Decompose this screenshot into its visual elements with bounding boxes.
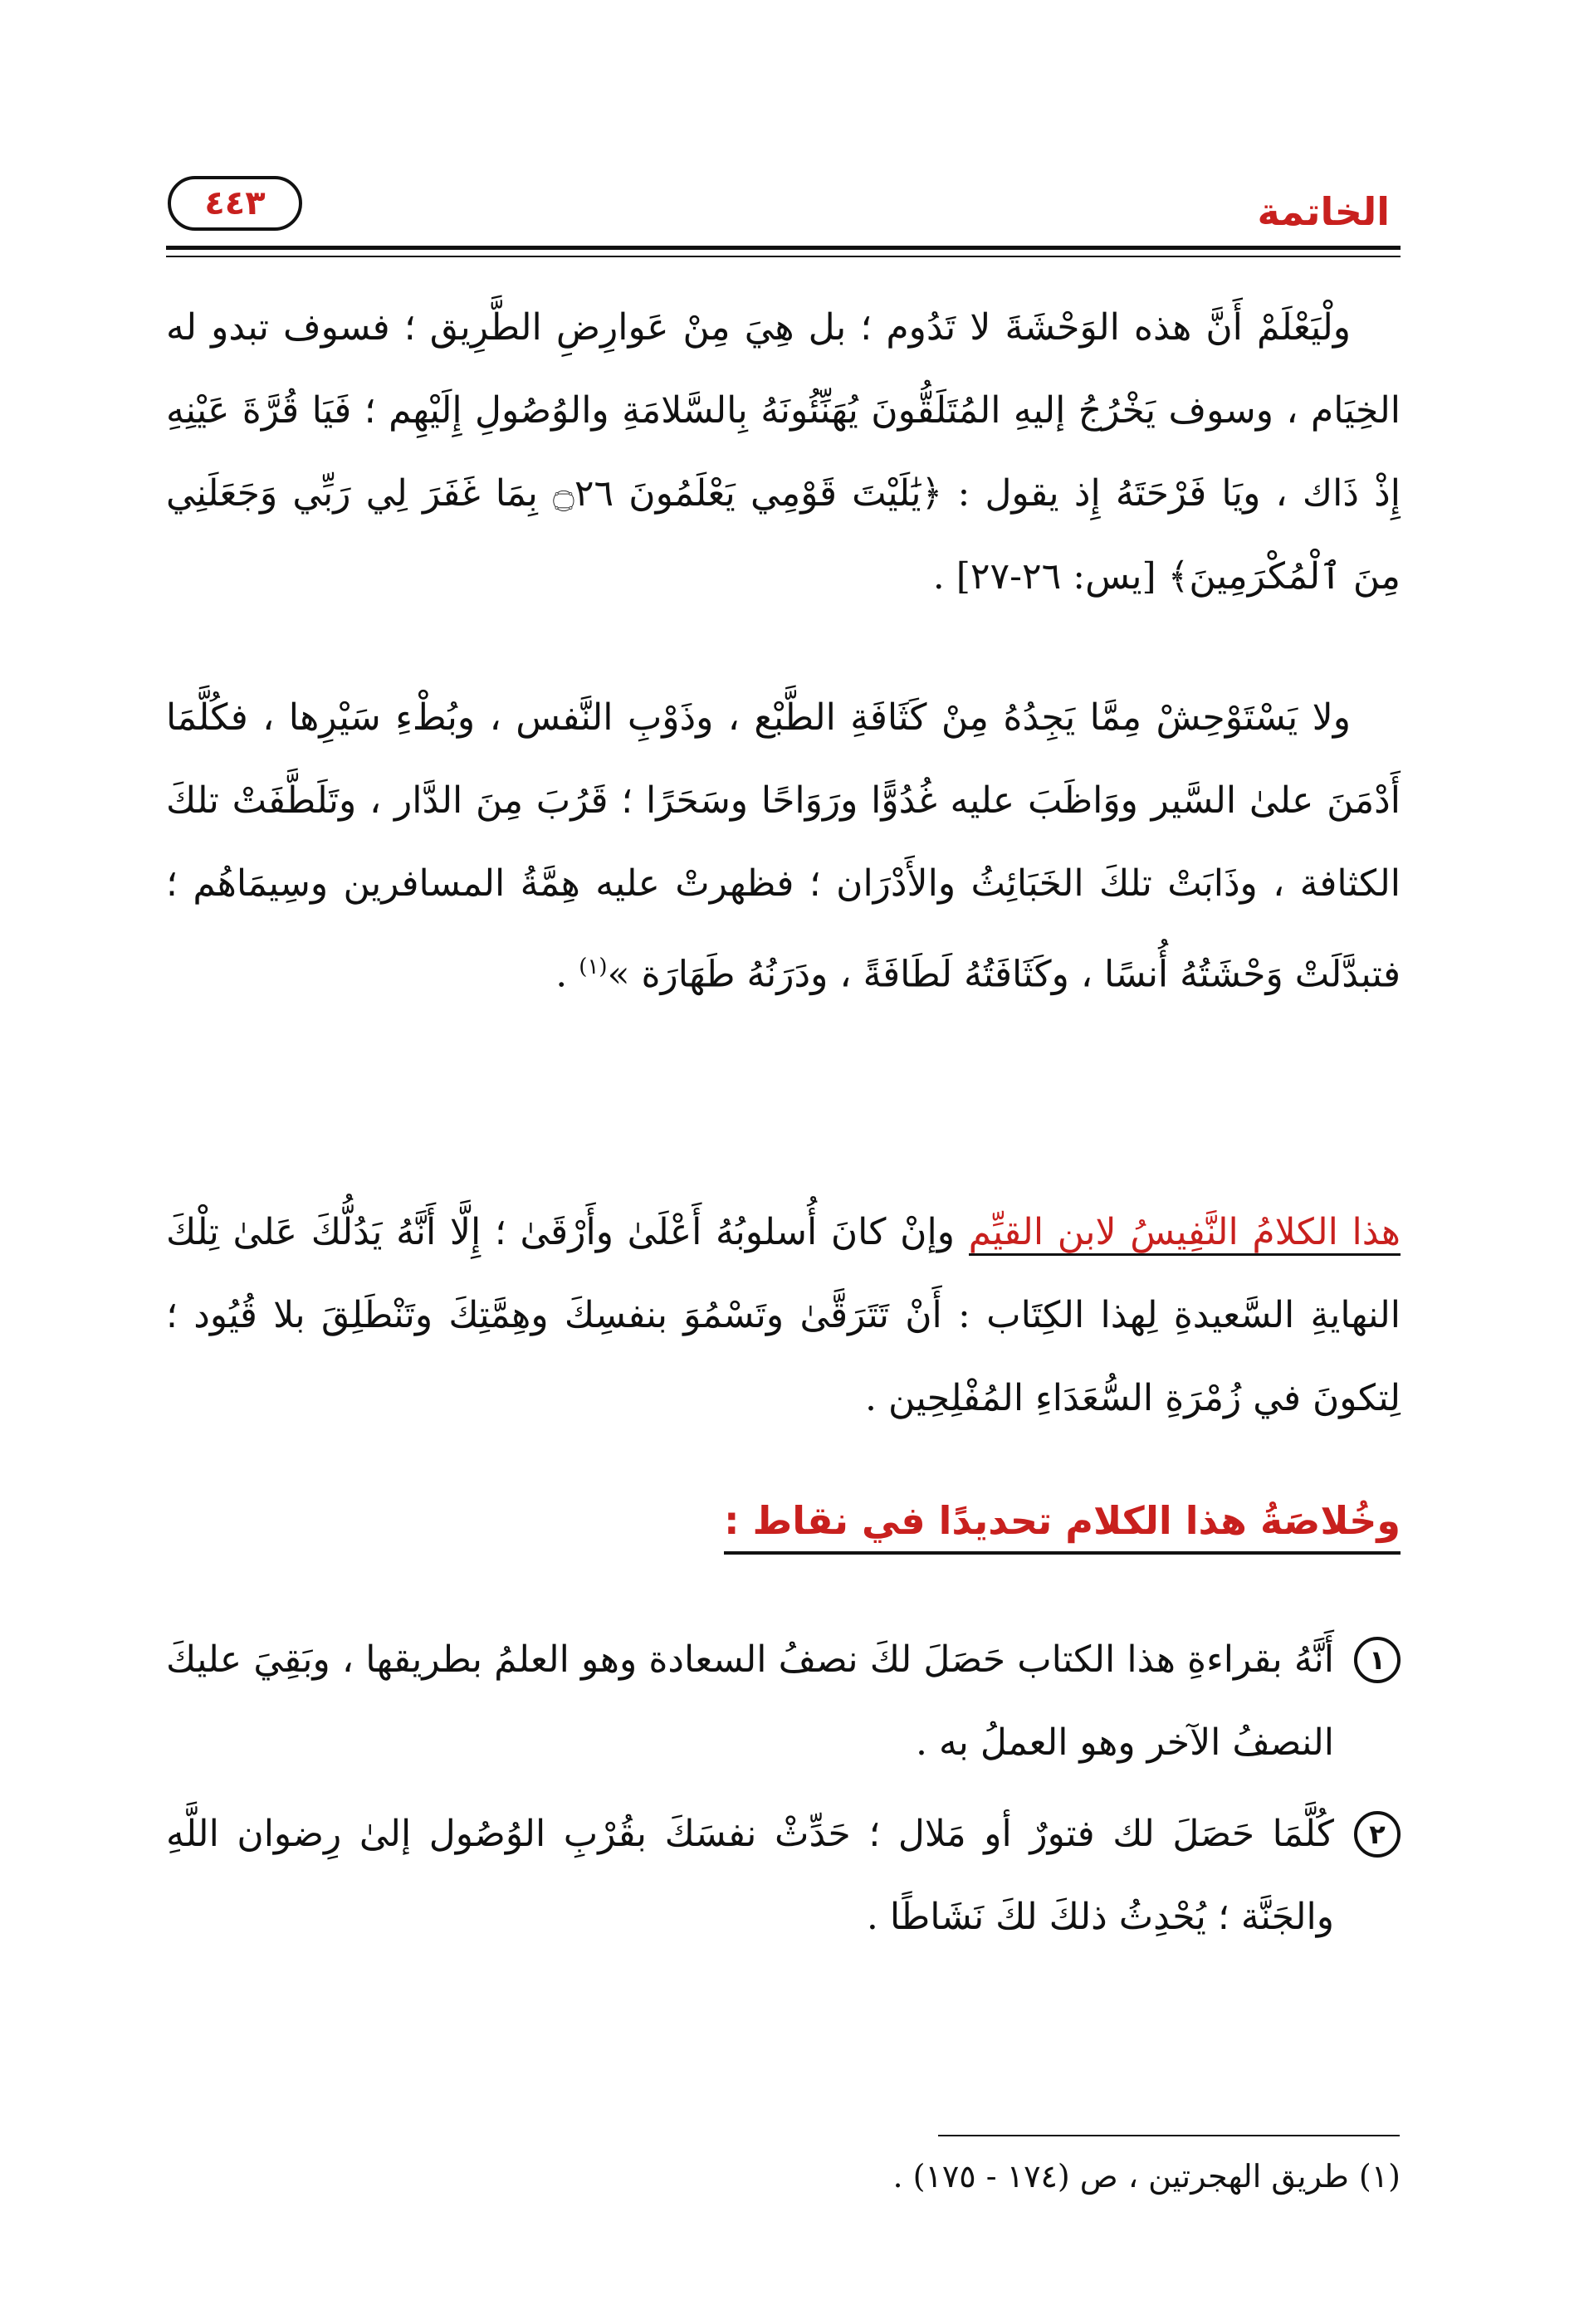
paragraph-3	[166, 1191, 1401, 1440]
footnote: (١) طريق الهجرتين ، ص (١٧٤ - ١٧٥) .	[892, 2158, 1401, 2195]
page-number: ٤٤٣	[204, 184, 266, 222]
paragraph-2-end: .	[555, 953, 579, 996]
footnote-reference: (١)	[579, 954, 608, 979]
paragraph-1	[166, 286, 1401, 618]
point-text-1: أَنَّهُ بقراءةِ هذا الكتاب حَصَلَ لكَ نصفُ السعادة وهو العلمُ بطريقها ، وبَقِيَ عليكَ النصفُ الآخر وهو العملُ به .	[166, 1638, 1334, 1764]
paragraph-2-text: ولا يَسْتَوْحِشْ مِمَّا يَجِدُهُ مِنْ كَثَافَةِ الطَّبْع ، وذَوْبِ النَّفس ، وبُطْءِ سَيْرِها ، فكُلَّمَا أَدْمَنَ علىٰ السَّير ووَاظَبَ عليه غُدُوًّا ورَوَاحًا وسَحَرًا ؛ قَرُبَ مِنَ الدَّار ، وتَلَطَّفَتْ تلكَ الكثافة ، وذَابَتْ تلكَ الخَبَائِثُ والأَدْرَان ؛ فظهرتْ عليه هِمَّةُ المسافرين وسِيمَاهُم ؛ فتبدَّلَتْ وَحْشَتُهُ أُنسًا ، وكَثَافَتُهُ لَطَافَةً ، ودَرَنُهُ طَهَارَة »	[166, 696, 1401, 996]
header-rule-thick	[166, 246, 1401, 250]
point-text-2: كُلَّمَا حَصَلَ لك فتورٌ أو مَلال ؛ حَدِّثْ نفسَكَ بقُرْبِ الوُصُول إلىٰ رِضوان اللَّهِ والجَنَّة ؛ يُحْدِثُ ذلكَ لكَ نَشَاطًا .	[166, 1813, 1334, 1938]
point-number-2: ٢	[1354, 1811, 1401, 1858]
point-item-2	[166, 1793, 1401, 1959]
paragraph-3-text: وإنْ كانَ أُسلوبُهُ أَعْلَىٰ وأَرْقَىٰ ؛ إِلَّا أَنَّهُ يَدُلُّكَ عَلىٰ تِلْكَ النهايةِ السَّعيدةِ لِهذا الكِتَاب : أَنْ تَتَرَقَّىٰ وتَسْمُوَ بنفسِكَ وهِمَّتِكَ وتَنْطَلِقَ بلا قُيُود ؛ لِتكونَ في زُمْرَةِ السُّعَدَاءِ المُفْلِحِين .	[166, 1211, 1401, 1419]
page-number-badge	[168, 176, 302, 231]
paragraph-1-text: ولْيَعْلَمْ أَنَّ هذه الوَحْشَةَ لا تَدُوم ؛ بل هِيَ مِنْ عَوارِضِ الطَّرِيق ؛ فسوف تبدو له الخِيَام ، وسوف يَخْرُجُ إليهِ المُتَلَقُّونَ يُهَنِّئُونَهُ بِالسَّلامَةِ والوُصُولِ إِلَيْهِم ؛ فَيَا قُرَّةَ عَيْنِهِ إِذْ ذَاك ، ويَا فَرْحَتَهُ إِذ يقول : ﴿يَٰلَيْتَ قَوْمِي يَعْلَمُونَ ۝٢٦ بِمَا غَفَرَ لِي رَبِّي وَجَعَلَنِي مِنَ ٱلْمُكْرَمِينَ﴾ [يس: ٢٦-٢٧] .	[166, 306, 1401, 598]
point-number-1: ١	[1354, 1637, 1401, 1683]
summary-heading: وخُلاصَةُ هذا الكلام تحديدًا في نقاط :	[724, 1498, 1401, 1555]
chapter-title: الخاتمة	[1257, 189, 1390, 234]
header-rule-thin	[166, 256, 1401, 257]
footnote-rule	[938, 2135, 1400, 2136]
paragraph-2	[166, 676, 1401, 1017]
point-item-1	[166, 1618, 1401, 1784]
highlighted-phrase: هذا الكلامُ النَّفِيسُ لابن القيِّم	[969, 1211, 1401, 1256]
